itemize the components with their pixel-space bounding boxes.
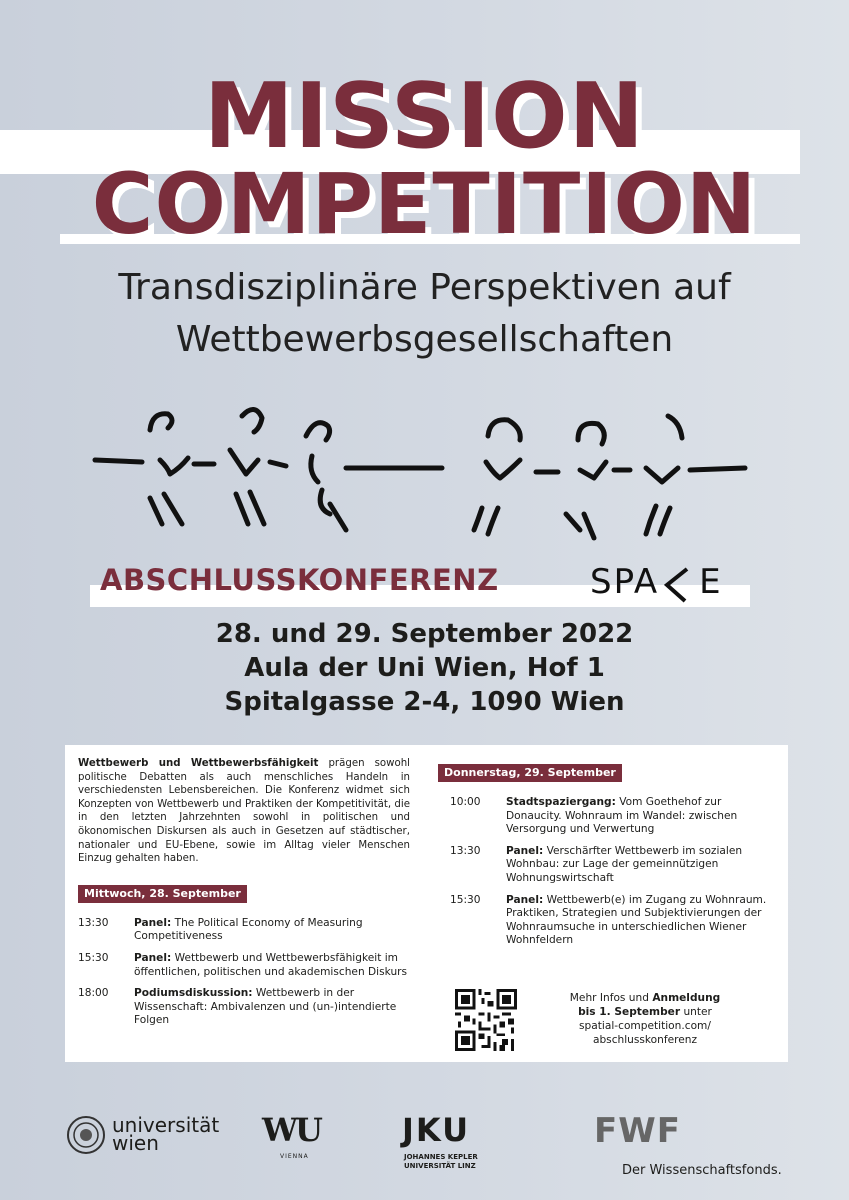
wu-mark: WU <box>262 1111 320 1149</box>
schedule-time: 15:30 <box>450 893 481 906</box>
space-logo-text: SPA <box>590 562 660 602</box>
day-2-schedule <box>450 796 778 948</box>
subtitle-line-2: Wettbewerbsgesellschaften <box>175 319 674 360</box>
logo-wu-vienna <box>260 1111 330 1171</box>
schedule-text: Verschärfter Wettbewerb im sozialen Wohnbau: zur Lage der gemeinnützigen Wohnungswirtschaft <box>506 844 743 884</box>
schedule-item <box>78 987 410 1028</box>
schedule-description <box>134 987 410 1028</box>
schedule-time: 15:30 <box>78 951 109 964</box>
schedule-text: Wettbewerb(e) im Zugang zu Wohnraum. Praktiken, Strategien und Subjektivierungen der Wohnraumsuche in unterschiedlichen Wiener Wohnfeldern <box>506 893 767 947</box>
schedule-item <box>78 917 410 944</box>
jku-sub-2: UNIVERSITÄT LINZ <box>404 1162 476 1170</box>
registration-url-2[interactable]: abschlusskonferenz <box>592 1034 698 1046</box>
schedule-time: 18:00 <box>78 987 109 1000</box>
title-line-1: MISSION <box>204 64 645 169</box>
space-logo <box>590 562 723 607</box>
program-left-column <box>78 757 410 1036</box>
fwf-sub: Der Wissenschaftsfonds. <box>622 1163 782 1178</box>
jku-sub-1: JOHANNES KEPLER <box>404 1153 478 1161</box>
uni-wien-line-2: wien <box>112 1131 159 1155</box>
registration-bold-2: bis 1. September <box>578 1006 681 1018</box>
schedule-kind: Panel: <box>134 916 172 929</box>
title-line-2: COMPETITION <box>91 155 758 253</box>
logo-jku-linz <box>398 1111 508 1181</box>
schedule-kind: Stadtspaziergang: <box>506 796 616 808</box>
schedule-item <box>450 845 778 886</box>
jku-mark: JKU <box>402 1111 471 1149</box>
schedule-description <box>506 845 778 886</box>
registration-block <box>455 989 755 1059</box>
registration-bold-1: Anmeldung <box>652 992 721 1004</box>
intro-bold: Wettbewerb und Wettbewerbsfähigkeit <box>78 758 319 769</box>
logo-fwf <box>592 1111 802 1181</box>
conference-venue: Aula der Uni Wien, Hof 1 <box>244 653 605 683</box>
schedule-description <box>506 796 778 837</box>
conference-dates: 28. und 29. September 2022 <box>215 619 634 649</box>
space-logo-tail: E <box>699 562 723 602</box>
day-1-schedule <box>78 917 410 1028</box>
schedule-text: Vom Goethehof zur Donaucity. Wohnraum im Wandel: zwischen Versorgung und Verwertung <box>506 796 738 836</box>
uni-wien-line-1: universität <box>112 1113 220 1137</box>
schedule-text: Wettbewerb in der Wissenschaft: Ambivalenzen und (un-)intendierte Folgen <box>134 987 397 1027</box>
schedule-kind: Panel: <box>506 844 544 857</box>
schedule-kind: Podiumsdiskussion: <box>134 987 253 1000</box>
registration-info <box>535 991 755 1047</box>
registration-post: unter <box>680 1006 712 1018</box>
intro-text: prägen sowohl politische Debatten als auch menschliches Handeln in verschiedensten Lebensbereichen. Die Konferenz widmet sich Konzepten von Wettbewerb und Praktiken der Kompetitivität, die in den letzten Jahrzehnten sowohl in politischen und ökonomischen Diskursen als auch in Gesetzen auf städtischer, nationaler und EU-Ebene, sowie im Alltag vieler Menschen Einzug gehalten haben. <box>78 758 410 865</box>
program-right-column <box>438 761 778 956</box>
schedule-item <box>450 796 778 837</box>
schedule-item <box>450 894 778 948</box>
schedule-kind: Panel: <box>134 951 172 964</box>
wu-sub: VIENNA <box>280 1153 309 1160</box>
subtitle-line-1: Transdisziplinäre Perspektiven auf <box>118 267 731 308</box>
qr-code-icon[interactable] <box>455 989 517 1051</box>
day-2-badge: Donnerstag, 29. September <box>438 764 622 782</box>
schedule-kind: Panel: <box>506 893 544 906</box>
schedule-description <box>134 917 410 944</box>
schedule-text: The Political Economy of Measuring Competitiveness <box>134 916 363 943</box>
sponsor-logos <box>0 1105 849 1185</box>
registration-url-1[interactable]: spatial-competition.com/ <box>579 1020 711 1032</box>
schedule-time: 13:30 <box>78 916 109 929</box>
day-1-badge: Mittwoch, 28. September <box>78 885 247 903</box>
logo-universitaet-wien <box>66 1113 220 1163</box>
schedule-time: 13:30 <box>450 844 481 857</box>
fwf-mark: FWF <box>594 1111 681 1151</box>
intro-paragraph <box>78 757 410 866</box>
schedule-description <box>134 952 410 979</box>
tug-of-war-illustration <box>90 398 760 558</box>
schedule-item <box>78 952 410 979</box>
conference-label: ABSCHLUSSKONFERENZ <box>100 563 499 597</box>
schedule-text: Wettbewerb und Wettbewerbsfähigkeit im öffentlichen, politischen und akademischen Diskurs <box>134 951 408 978</box>
space-logo-mark-icon <box>659 562 699 607</box>
schedule-time: 10:00 <box>450 796 481 808</box>
program-card <box>65 745 788 1062</box>
registration-pre: Mehr Infos und <box>569 992 653 1004</box>
uni-wien-seal-icon <box>66 1115 106 1155</box>
conference-address: Spitalgasse 2-4, 1090 Wien <box>224 687 625 717</box>
schedule-description <box>506 894 778 948</box>
